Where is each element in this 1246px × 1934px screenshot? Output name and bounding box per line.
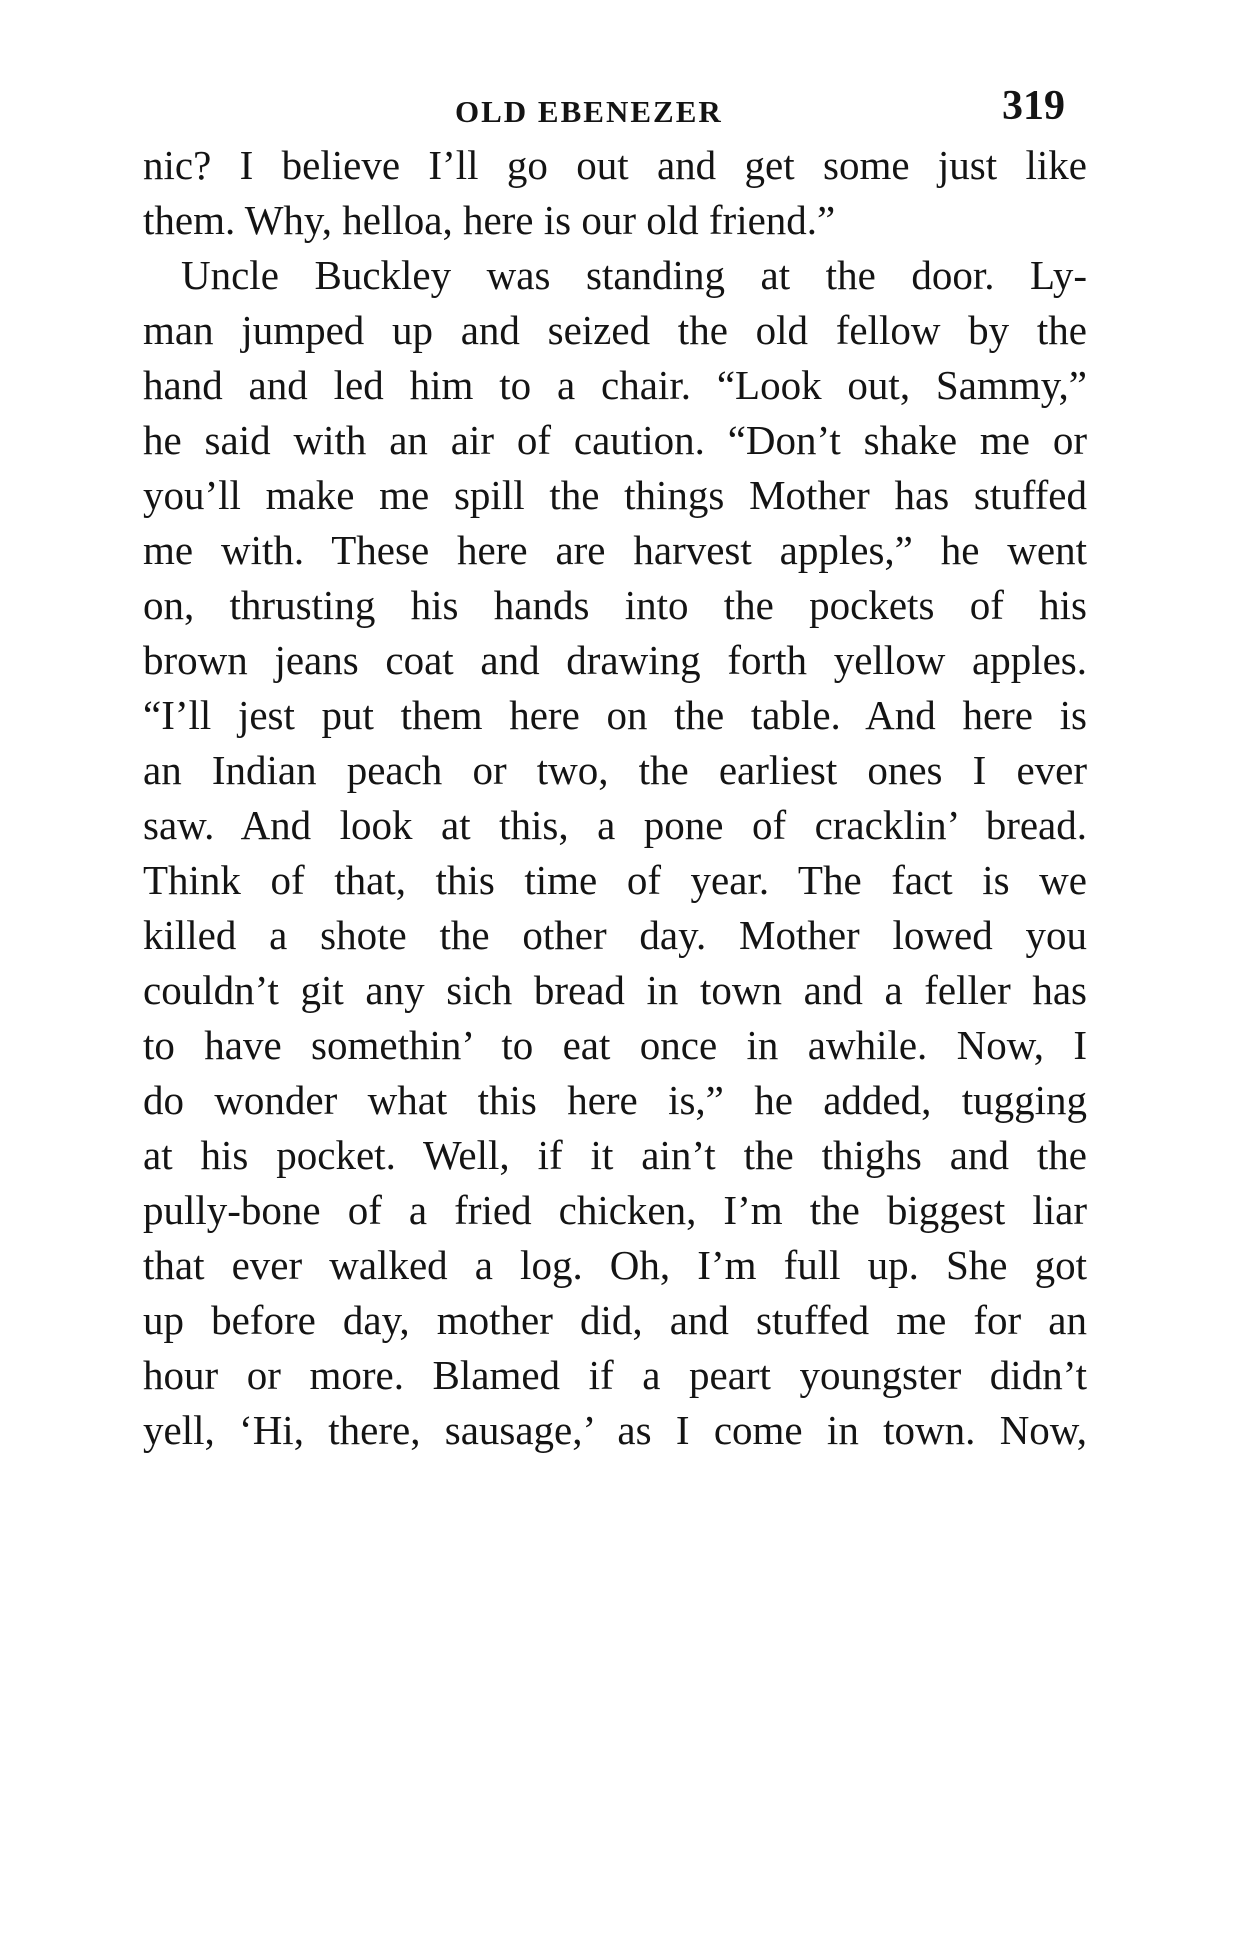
text-line: “I’ll jest put them here on the table. And here is xyxy=(143,692,1087,738)
text-line: to have somethin’ to eat once in awhile. Now, I xyxy=(143,1022,1087,1068)
text-line: an Indian peach or two, the earliest ones I ever xyxy=(143,747,1087,793)
text-line: them. Why, helloa, here is our old friend.” xyxy=(143,197,836,243)
text-line: saw. And look at this, a pone of cracklin’ bread. xyxy=(143,802,1087,848)
page-number: 319 xyxy=(1002,83,1065,129)
text-line: brown jeans coat and drawing forth yellow apples. xyxy=(143,637,1087,683)
text-line: killed a shote the other day. Mother lowed you xyxy=(143,912,1087,958)
text-line: yell, ‘Hi, there, sausage,’ as I come in town. Now, xyxy=(143,1407,1087,1453)
text-line: me with. These here are harvest apples,” he went xyxy=(143,527,1087,573)
text-line: he said with an air of caution. “Don’t shake me or xyxy=(143,417,1087,463)
text-line: at his pocket. Well, if it ain’t the thighs and the xyxy=(143,1132,1087,1178)
text-line: hand and led him to a chair. “Look out, Sammy,” xyxy=(143,362,1087,408)
text-line: nic? I believe I’ll go out and get some just like xyxy=(143,142,1087,188)
paragraph-first-line: Uncle Buckley was standing at the door. Ly- xyxy=(181,252,1087,298)
text-line: hour or more. Blamed if a peart youngster didn’t xyxy=(143,1352,1087,1398)
text-line: on, thrusting his hands into the pockets of his xyxy=(143,582,1087,628)
text-line: that ever walked a log. Oh, I’m full up. She got xyxy=(143,1242,1087,1288)
text-line: Think of that, this time of year. The fact is we xyxy=(143,857,1087,903)
text-line: couldn’t git any sich bread in town and a feller has xyxy=(143,967,1087,1013)
text-line: pully-bone of a fried chicken, I’m the biggest liar xyxy=(143,1187,1087,1233)
text-line: you’ll make me spill the things Mother has stuffed xyxy=(143,472,1087,518)
text-line: up before day, mother did, and stuffed me for an xyxy=(143,1297,1087,1343)
text-line: do wonder what this here is,” he added, tugging xyxy=(143,1077,1087,1123)
running-head: OLD EBENEZER xyxy=(455,94,723,129)
text-line: man jumped up and seized the old fellow by the xyxy=(143,307,1087,353)
